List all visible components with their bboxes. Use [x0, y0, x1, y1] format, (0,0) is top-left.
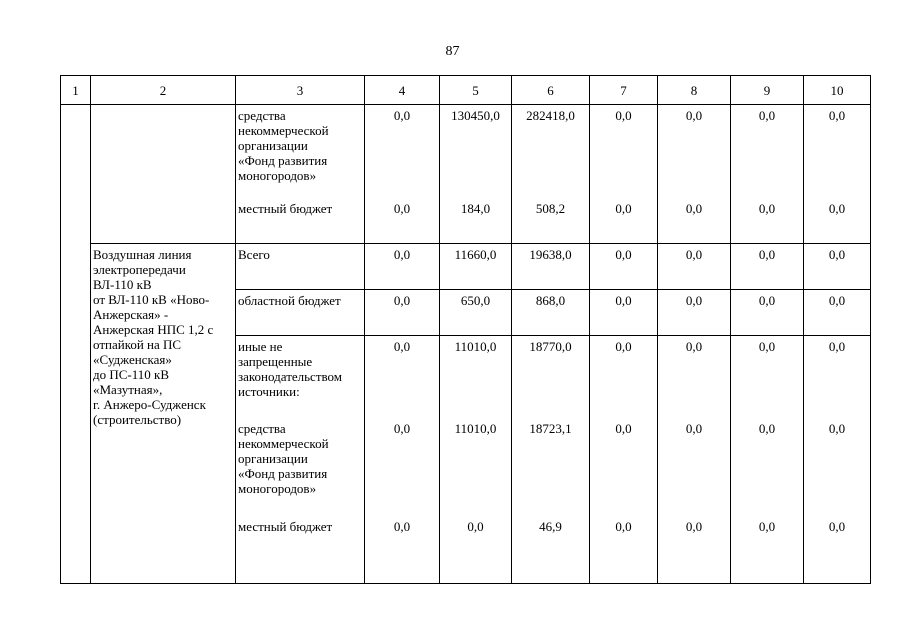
- project-name-line: от ВЛ-110 кВ «Ново-: [93, 292, 210, 307]
- header-row: [61, 76, 871, 105]
- funding-source-line: средства: [238, 108, 286, 123]
- funding-source-cell: Всего: [236, 244, 365, 290]
- funding-source-line: средства: [238, 421, 286, 436]
- value-cell: 0,0 0,0: [804, 105, 871, 244]
- column-header: 10: [804, 76, 871, 105]
- funding-source-line: законодательством: [238, 369, 343, 384]
- column-header: 6: [512, 76, 590, 105]
- value-cell: 0,0: [590, 290, 658, 336]
- project-name-line: Анжерская» -: [93, 307, 169, 322]
- funding-source-line: источники:: [238, 384, 300, 399]
- value-cell: 868,0: [512, 290, 590, 336]
- column-header: 4: [365, 76, 440, 105]
- funding-source-line: местный бюджет: [238, 201, 333, 216]
- funding-source-line: «Фонд развития: [238, 466, 328, 481]
- project-name-line: отпайкой на ПС: [93, 337, 182, 352]
- project-name-line: Анжерская НПС 1,2 с: [93, 322, 214, 337]
- value-cell: 650,0: [440, 290, 512, 336]
- funding-source-line: «Фонд развития: [238, 153, 328, 168]
- value-cell: 0,0: [365, 290, 440, 336]
- value-cell: 282418,0 508,2: [512, 105, 590, 244]
- value-cell: 0,0 0,0 0,0: [590, 336, 658, 584]
- value-cell: 11010,0 11010,0 0,0: [440, 336, 512, 584]
- value-cell: 19638,0: [512, 244, 590, 290]
- page-number: 87: [445, 44, 460, 59]
- value-cell: 0,0: [731, 290, 804, 336]
- project-name-cell-continued: [91, 105, 236, 244]
- funding-source-line: организации: [238, 451, 308, 466]
- project-name-line: (строительство): [93, 412, 182, 427]
- funding-source-cell: областной бюджет: [236, 290, 365, 336]
- column-header: 7: [590, 76, 658, 105]
- funding-source-line: организации: [238, 138, 308, 153]
- value-cell: 0,0 0,0: [658, 105, 731, 244]
- value-cell: 0,0 0,0: [590, 105, 658, 244]
- column-header: 3: [236, 76, 365, 105]
- column-header: 2: [91, 76, 236, 105]
- value-cell: 0,0 0,0: [365, 105, 440, 244]
- project-name-line: ВЛ-110 кВ: [93, 277, 152, 292]
- funding-source-line: некоммерческой: [238, 436, 329, 451]
- column-header: 5: [440, 76, 512, 105]
- funding-source-line: местный бюджет: [238, 519, 333, 534]
- value-cell: 0,0 0,0 0,0: [658, 336, 731, 584]
- project-name-cell: [91, 244, 236, 584]
- column-header: 9: [731, 76, 804, 105]
- project-name-line: «Судженская»: [93, 352, 172, 367]
- funding-source-line: некоммерческой: [238, 123, 329, 138]
- project-name-line: электропередачи: [93, 262, 186, 277]
- project-name-line: г. Анжеро-Судженск: [93, 397, 206, 412]
- column-header: 8: [658, 76, 731, 105]
- project-name-line: до ПС-110 кВ: [93, 367, 170, 382]
- value-cell: 0,0: [804, 244, 871, 290]
- value-cell: 0,0 0,0 0,0: [365, 336, 440, 584]
- value-cell: 18770,0 18723,1 46,9: [512, 336, 590, 584]
- funding-source-line: моногородов»: [238, 481, 317, 496]
- value-cell: 0,0 0,0: [731, 105, 804, 244]
- value-cell: 0,0: [731, 244, 804, 290]
- column-header: 1: [61, 76, 91, 105]
- funding-source-line: запрещенные: [238, 354, 313, 369]
- budget-table: [60, 75, 871, 584]
- funding-source-line: иные не: [238, 339, 283, 354]
- value-cell: 0,0 0,0 0,0: [804, 336, 871, 584]
- table-row: [61, 105, 871, 244]
- value-cell: 0,0: [365, 244, 440, 290]
- project-name-line: Воздушная линия: [93, 247, 192, 262]
- value-cell: 0,0: [658, 290, 731, 336]
- row-number-cell: [61, 105, 91, 584]
- funding-source-cell: [236, 105, 365, 244]
- funding-source-line: моногородов»: [238, 168, 317, 183]
- value-cell: 0,0: [804, 290, 871, 336]
- value-cell: 0,0: [590, 244, 658, 290]
- value-cell: 11660,0: [440, 244, 512, 290]
- value-cell: 0,0 0,0 0,0: [731, 336, 804, 584]
- project-name-line: «Мазутная»,: [93, 382, 163, 397]
- value-cell: 130450,0 184,0: [440, 105, 512, 244]
- table-row: [61, 244, 871, 290]
- value-cell: 0,0: [658, 244, 731, 290]
- funding-source-cell: [236, 336, 365, 584]
